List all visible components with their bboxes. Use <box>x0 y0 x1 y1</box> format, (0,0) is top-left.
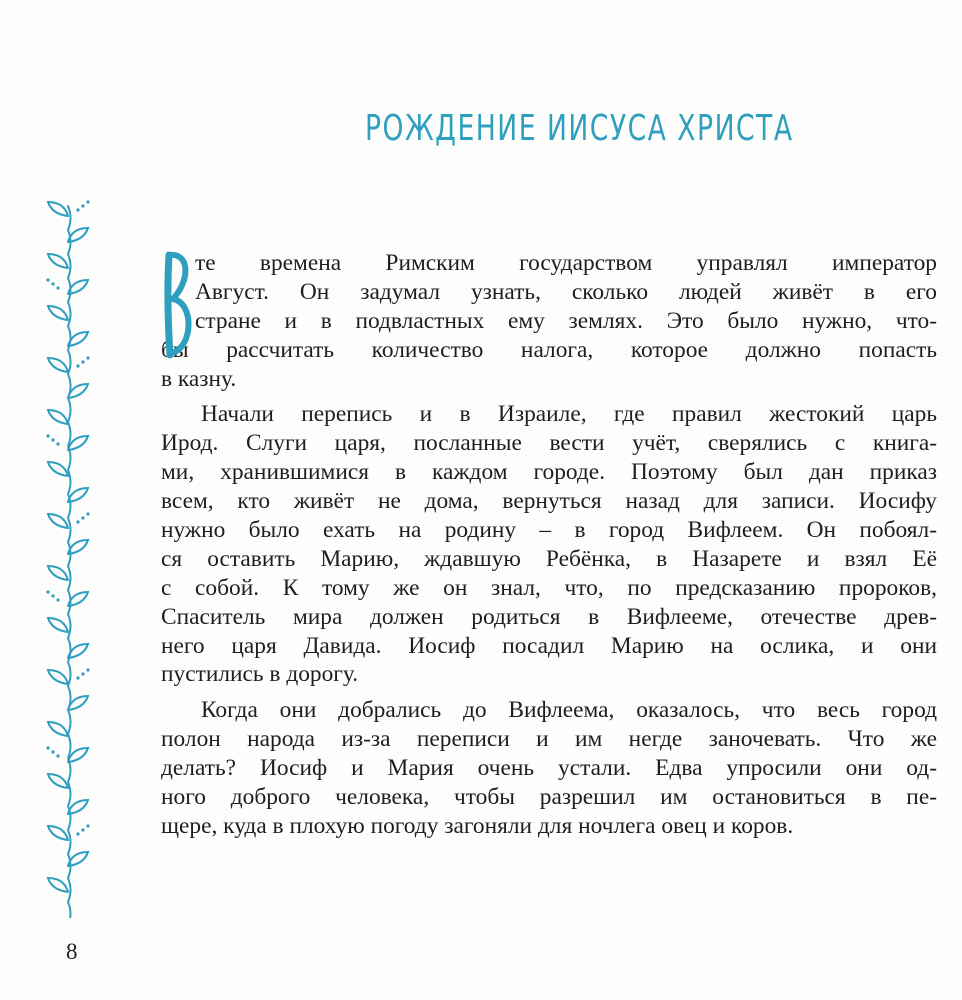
text-line: бы рассчитать количество налога, которое должно попасть <box>161 336 937 363</box>
text-line: Когда они добрались до Вифлеема, оказалось, что весь город <box>201 697 937 724</box>
text-line: ся оставить Марию, ждавшую Ребёнка, в Назарете и взял Её <box>161 545 937 572</box>
page-title: РОЖДЕНИЕ ИИСУСА ХРИСТА <box>365 108 794 149</box>
text-line: него царя Давида. Иосиф посадил Марию на ослика, и они <box>161 632 937 659</box>
text-line: пустились в дорогу. <box>161 661 359 688</box>
vine-ornament-icon <box>28 198 108 918</box>
page-number: 8 <box>66 939 78 964</box>
text-line: Ирод. Слуги царя, посланные вести учёт, сверялись с книга- <box>161 430 937 457</box>
paragraph-1 <box>161 249 937 393</box>
body-text <box>161 249 937 841</box>
text-line: стране и в подвластных ему землях. Это было нужно, что- <box>195 307 937 334</box>
paragraph-3 <box>161 696 937 840</box>
text-line: в казну. <box>161 365 237 392</box>
text-line: ного доброго человека, чтобы разрешил им остановиться в пе- <box>161 784 937 811</box>
text-line: с собой. К тому же он знал, что, по предсказанию пророков, <box>161 574 937 601</box>
text-line: делать? Иосиф и Мария очень устали. Едва упросили они од- <box>161 755 937 782</box>
text-line: всем, кто живёт не дома, вернуться назад для записи. Иосифу <box>161 488 937 515</box>
text-line: ми, хранившимися в каждом городе. Поэтому был дан приказ <box>161 459 937 486</box>
paragraph-2 <box>161 400 937 689</box>
text-line: Начали перепись и в Израиле, где правил жестокий царь <box>201 401 937 428</box>
drop-cap <box>161 249 193 361</box>
text-line: Спаситель мира должен родиться в Вифлееме, отечестве древ- <box>161 603 937 630</box>
text-line: Август. Он задумал узнать, сколько людей живёт в его <box>195 278 937 305</box>
text-line: щере, куда в плохую погоду загоняли для ночлега овец и коров. <box>161 812 794 839</box>
text-line: те времена Римским государством управлял император <box>195 250 937 276</box>
drop-cap-letter: В <box>177 318 179 320</box>
text-line: нужно было ехать на родину – в город Вифлеем. Он побоял- <box>161 517 937 544</box>
text-line: полон народа из-за переписи и им негде заночевать. Что же <box>161 726 937 753</box>
